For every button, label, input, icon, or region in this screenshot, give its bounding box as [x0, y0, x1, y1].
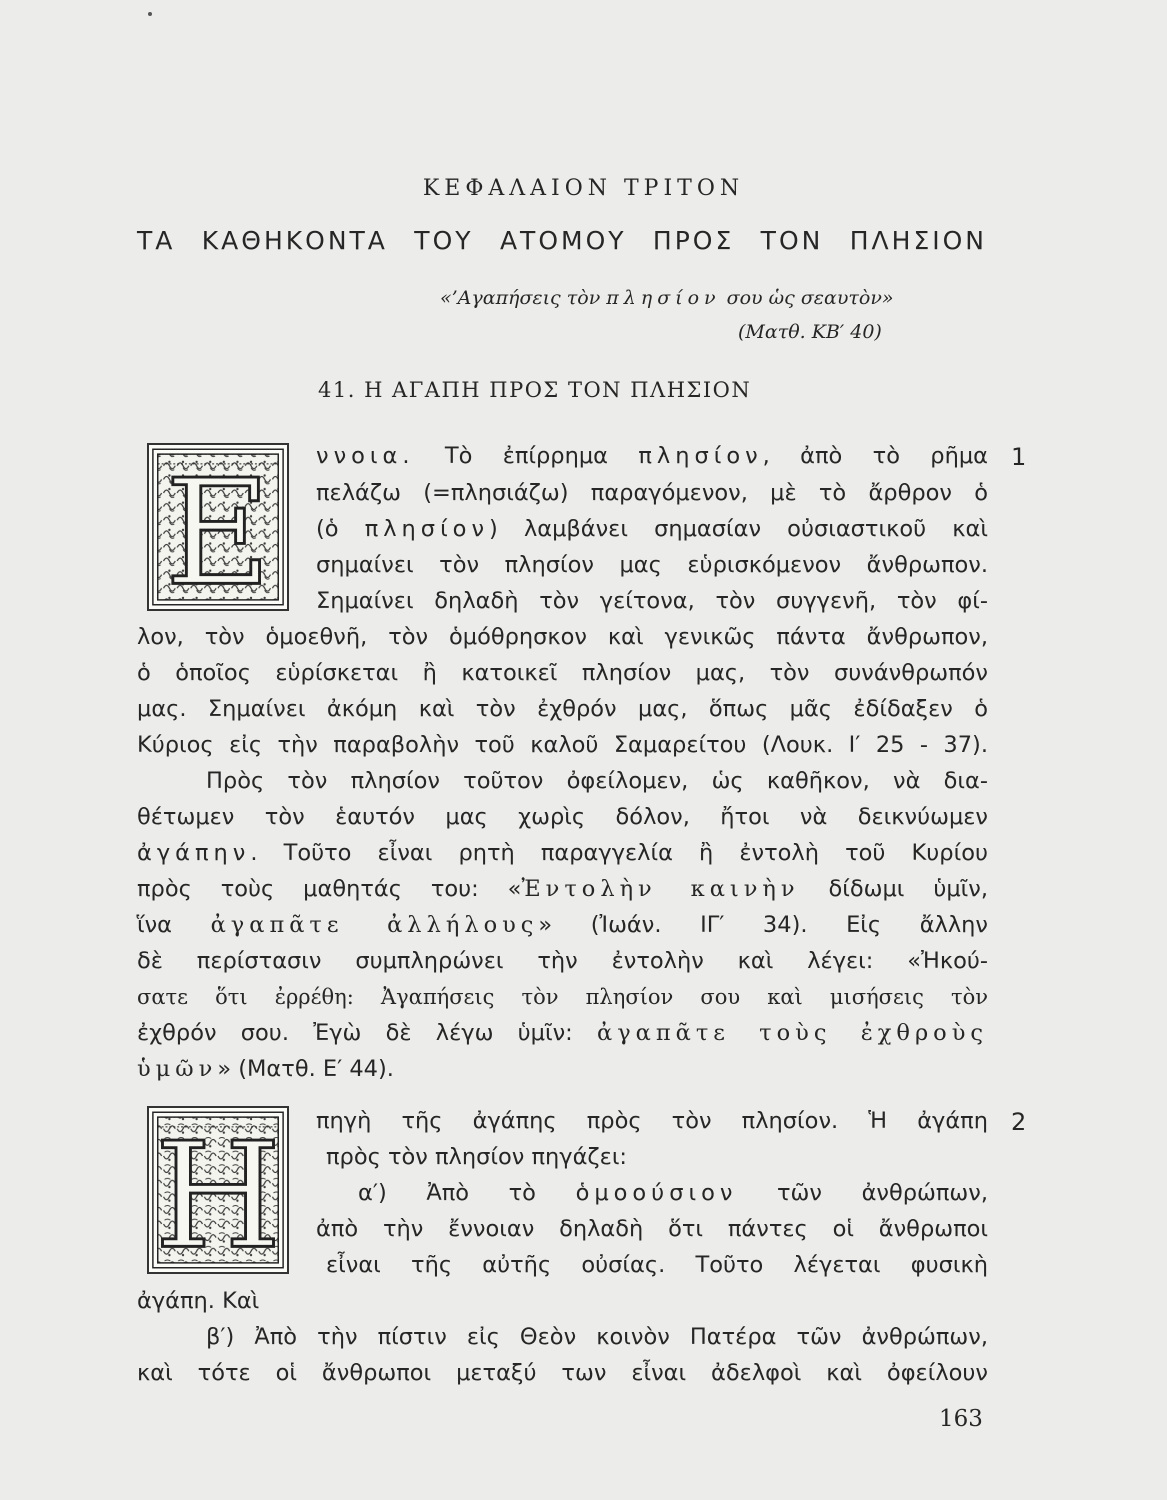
s1-line-15: δὲ περίστασιν συμπληρώνει τὴν ἐντολὴν καὶ λέγει: «Ἠκού-: [137, 948, 988, 974]
paragraph-number-2: 2: [1011, 1108, 1027, 1136]
chapter-heading: ΚΕΦΑΛΑΙΟΝ ΤΡΙΤΟΝ: [422, 176, 745, 201]
s1-line-13: πρὸς τοὺς μαθητάς του: «Ἐντολὴν καινὴν δίδωμι ὑμῖν,: [137, 876, 988, 902]
s1-line-4: σημαίνει τὸν πλησίον μας εὑρισκόμενον ἄνθρωπον.: [316, 552, 988, 578]
section-title: 41. Η ΑΓΑΠΗ ΠΡΟΣ ΤΟΝ ΠΛΗΣΙΟΝ: [318, 378, 752, 402]
s1-line-17: ἐχθρόν σου. Ἐγὼ δὲ λέγω ὑμῖν: ἀγαπᾶτε τοὺς ἐχθροὺς: [137, 1020, 989, 1046]
s2-line-5: εἶναι τῆς αὐτῆς οὐσίας. Τοῦτο λέγεται φυσικὴ: [326, 1252, 988, 1278]
s1-line-5: Σημαίνει δηλαδὴ τὸν γείτονα, τὸν συγγενῆ, τὸν φί-: [316, 588, 988, 614]
s1-line-12: ἀγάπην. Τοῦτο εἶναι ρητὴ παραγγελία ἢ ἐντολὴ τοῦ Κυρίου: [137, 840, 988, 866]
ornament-icon: [149, 1108, 287, 1272]
epigraph-citation: (Ματθ. ΚΒ′ 40): [738, 321, 882, 343]
paragraph-number-1: 1: [1011, 443, 1027, 471]
s2-line-2: πρὸς τὸν πλησίον πηγάζει:: [326, 1144, 628, 1170]
s1-line-9: Κύριος εἰς τὴν παραβολὴν τοῦ καλοῦ Σαμαρείτου (Λουκ. Ι′ 25 - 37).: [137, 732, 988, 758]
chapter-title: ΤΑ ΚΑΘΗΚΟΝΤΑ ΤΟΥ ΑΤΟΜΟΥ ΠΡΟΣ ΤΟΝ ΠΛΗΣΙΟΝ: [137, 226, 987, 255]
s1-line-6: λον, τὸν ὁμοεθνῆ, τὸν ὁμόθρησκον καὶ γενικῶς πάντα ἄνθρωπον,: [137, 624, 988, 650]
drop-cap-eta: [147, 1106, 289, 1274]
s1-line-18: ὑμῶν» (Ματθ. Ε′ 44).: [137, 1056, 394, 1082]
s1-line-2: πελάζω (=πλησιάζω) παραγόμενον, μὲ τὸ ἄρθρον ὁ: [316, 480, 988, 506]
drop-cap-epsilon: [147, 443, 289, 611]
ornament-icon: [149, 445, 287, 609]
s1-line-14: ἵνα ἀγαπᾶτε ἀλλήλους» (Ἰωάν. ΙΓ′ 34). Εἰς ἄλλην: [137, 912, 988, 938]
s2-line-3: α′) Ἀπὸ τὸ ὁμοούσιον τῶν ἀνθρώπων,: [358, 1180, 988, 1206]
s2-line-4: ἀπὸ τὴν ἔννοιαν δηλαδὴ ὅτι πάντες οἱ ἄνθρωποι: [316, 1216, 988, 1242]
page-number: 163: [939, 1406, 983, 1432]
s1-line-3: (ὁ πλησίον) λαμβάνει σημασίαν οὐσιαστικοῦ καὶ: [316, 516, 988, 542]
svg-text:Ε: Ε: [164, 449, 272, 609]
s1-line-8: μας. Σημαίνει ἀκόμη καὶ τὸν ἐχθρόν μας, ὅπως μᾶς ἐδίδαξεν ὁ: [137, 696, 988, 722]
s1-line-11: θέτωμεν τὸν ἑαυτόν μας χωρὶς δόλον, ἤτοι νὰ δεικνύωμεν: [137, 804, 988, 830]
s1-line-1: ννοια. Τὸ ἐπίρρημα πλησίον, ἀπὸ τὸ ρῆμα: [316, 443, 988, 469]
s2-line-7: β′) Ἀπὸ τὴν πίστιν εἰς Θεὸν κοινὸν Πατέρα τῶν ἀνθρώπων,: [206, 1324, 988, 1350]
s2-line-6: ἀγάπη. Καὶ: [137, 1288, 260, 1314]
epigraph: [440, 287, 894, 309]
s1-line-7: ὁ ὁποῖος εὑρίσκεται ἢ κατοικεῖ πλησίον μας, τὸν συνάνθρωπόν: [137, 660, 988, 686]
s2-line-1: πηγὴ τῆς ἀγάπης πρὸς τὸν πλησίον. Ἡ ἀγάπη: [316, 1108, 988, 1134]
epigraph-spaced: πλησίον: [606, 287, 721, 309]
s2-line-8: καὶ τότε οἱ ἄνθρωποι μεταξύ των εἶναι ἀδελφοὶ καὶ ὀφείλουν: [137, 1360, 988, 1386]
epigraph-a: «’Αγαπήσεις τὸν: [440, 287, 607, 309]
svg-text:Η: Η: [154, 1112, 282, 1272]
s1-line-16: σατε ὅτι ἐρρέθη: Ἀγαπήσεις τὸν πλησίον σου καὶ μισήσεις τὸν: [137, 985, 988, 1009]
epigraph-c: σου ὡς σεαυτὸν»: [720, 287, 894, 309]
page-mark: [148, 12, 152, 16]
s1-line-10: Πρὸς τὸν πλησίον τοῦτον ὀφείλομεν, ὡς καθῆκον, νὰ δια-: [206, 768, 988, 794]
